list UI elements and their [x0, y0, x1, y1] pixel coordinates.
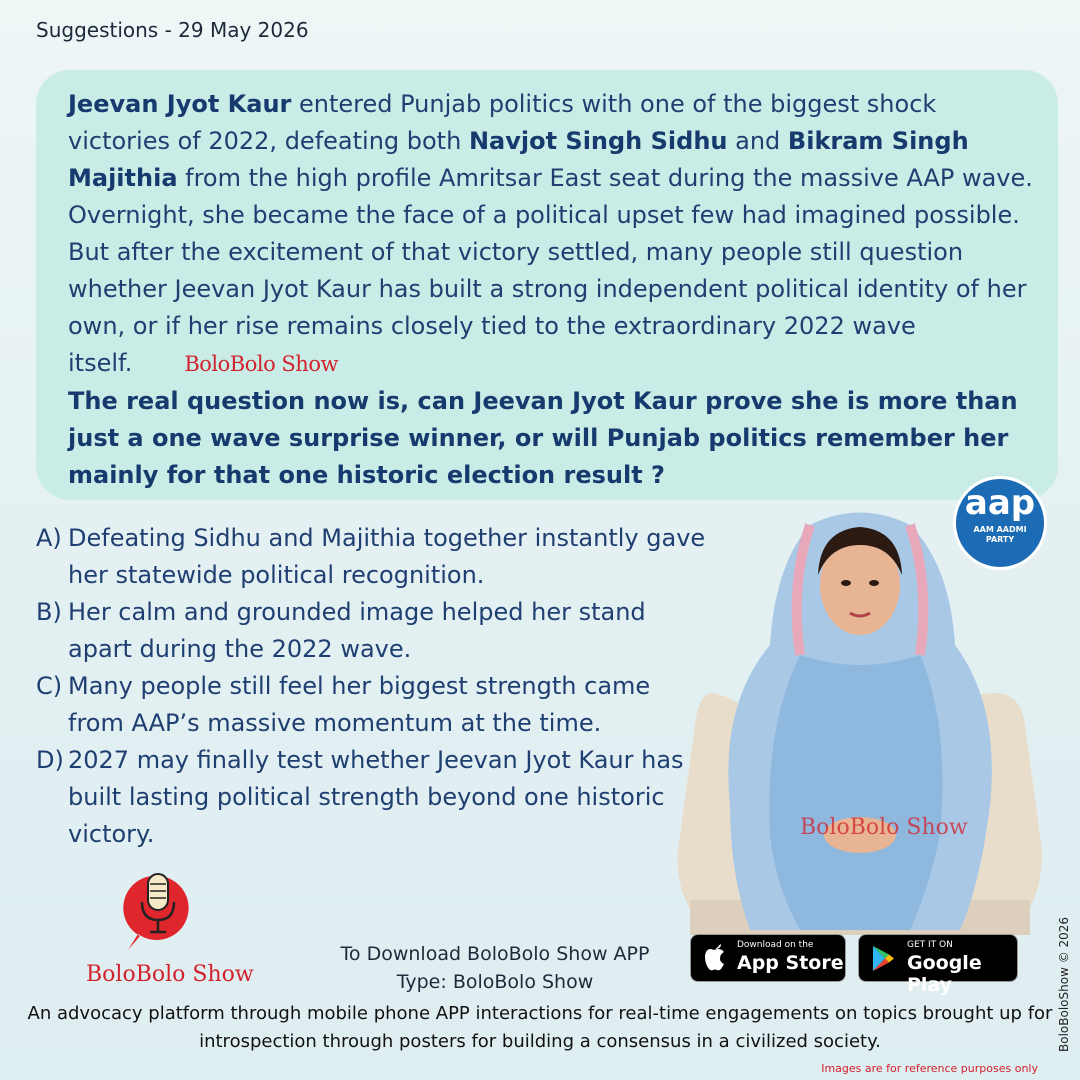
footer-text: An advocacy platform through mobile phone APP interactions for real-time engagements on topics brought up for introspection through posters for building a consensus in a civilized society. [27, 1003, 1053, 1052]
download-instructions: To Download BoloBolo Show APP Type: BoloBolo Show [340, 943, 650, 993]
name-majithia: Bikram Singh Majithia [68, 127, 969, 192]
option-a[interactable]: A) Defeating Sidhu and Majithia together instantly gave her statewide political recognition. [36, 524, 706, 589]
name-sidhu: Navjot Singh Sidhu [468, 127, 728, 155]
person-illustration [660, 505, 1050, 935]
copyright-vertical: BoloBoloShow © 2026 [1057, 916, 1071, 1052]
google-play-button[interactable]: GET IT ON Google Play [858, 934, 1018, 982]
disclaimer-text: Images are for reference purposes only [821, 1062, 1038, 1075]
option-b[interactable]: B) Her calm and grounded image helped her stand apart during the 2022 wave. [36, 598, 646, 663]
aap-logo: aap AAM AADMI PARTY [953, 476, 1047, 570]
photo-watermark: BoloBolo Show [800, 815, 968, 840]
intro-paragraph: Jeevan Jyot Kaur entered Punjab politics with one of the biggest shock victories of 2022, defeating both Navjot Singh Sidhu and Bikram Singh Majithia from the high profile Amritsar East seat during the massive AAP wave. Overnight, she became the face of a political upset few had imagined possible. But after the excitement of that victory settled, many people still question whether Jeevan Jyot Kaur has built a strong independent political identity of her own, or if her rise remains closely tied to the extraordinary 2022 wave itself. BoloBolo Show [68, 90, 1033, 377]
app-store-button[interactable]: Download on the App Store [690, 934, 846, 982]
google-play-icon [871, 945, 895, 972]
option-d[interactable]: D) 2027 may finally test whether Jeevan Jyot Kaur has built lasting political strength beyond one historic victory. [36, 746, 684, 848]
name-jeevan: Jeevan Jyot Kaur [68, 90, 292, 118]
apple-icon [703, 944, 727, 972]
intro-card [36, 70, 1058, 500]
question-text: The real question now is, can Jeevan Jyot Kaur prove she is more than just a one wave surprise winner, or will Punjab politics remember her mainly for that one historic election result ? [68, 387, 1018, 489]
options-list [36, 520, 756, 853]
microphone-logo-icon [118, 866, 198, 956]
option-c[interactable]: C) Many people still feel her biggest strength came from AAP’s massive momentum at the time. [36, 672, 651, 737]
brand-logo-text: BoloBolo Show [86, 962, 254, 987]
inline-watermark: BoloBolo Show [184, 352, 338, 376]
date-label: Suggestions - 29 May 2026 [36, 18, 309, 42]
